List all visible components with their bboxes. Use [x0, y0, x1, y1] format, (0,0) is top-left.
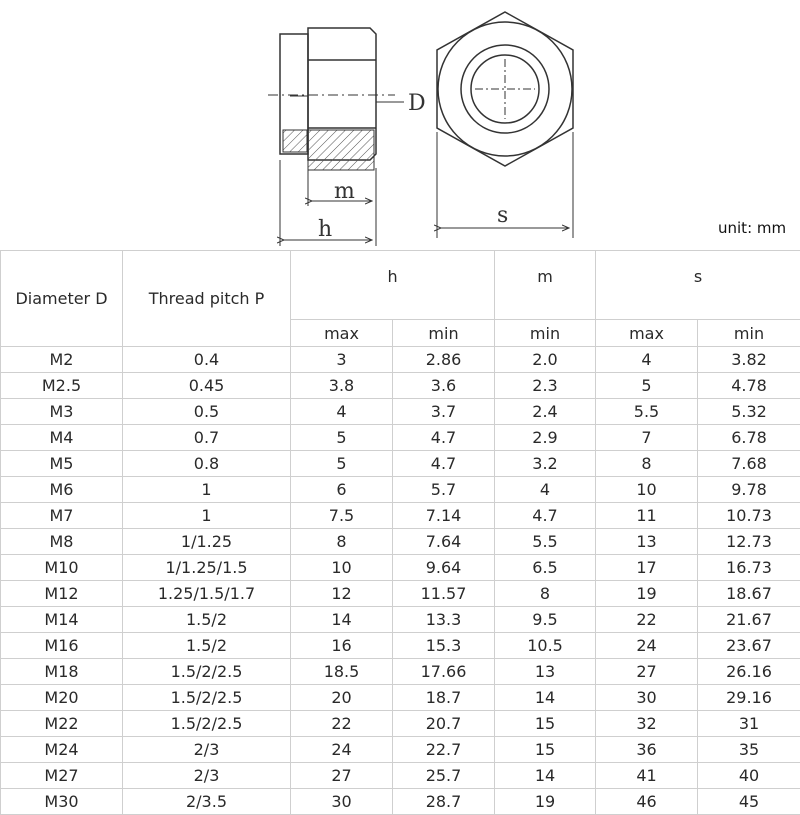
- header-m: m: [495, 251, 596, 320]
- cell-s-max: 7: [596, 425, 698, 451]
- cell-h-max: 10: [291, 555, 393, 581]
- cell-pitch: 2/3.5: [123, 789, 291, 815]
- cell-h-min: 17.66: [393, 659, 495, 685]
- table-row: [1, 425, 800, 451]
- cell-h-min: 7.14: [393, 503, 495, 529]
- cell-s-max: 36: [596, 737, 698, 763]
- table-row: [1, 555, 800, 581]
- cell-h-max: 27: [291, 763, 393, 789]
- cell-diameter: M16: [1, 633, 123, 659]
- cell-s-min: 10.73: [698, 503, 800, 529]
- dimension-label-m: m: [334, 179, 355, 204]
- table-row: [1, 529, 800, 555]
- cell-m-min: 2.9: [495, 425, 596, 451]
- cell-s-max: 4: [596, 347, 698, 373]
- cell-s-max: 46: [596, 789, 698, 815]
- cell-pitch: 1: [123, 477, 291, 503]
- cell-diameter: M12: [1, 581, 123, 607]
- cell-h-max: 7.5: [291, 503, 393, 529]
- cell-h-min: 4.7: [393, 451, 495, 477]
- cell-s-max: 32: [596, 711, 698, 737]
- header-s-max: max: [596, 320, 698, 347]
- cell-m-min: 15: [495, 711, 596, 737]
- cell-h-max: 3.8: [291, 373, 393, 399]
- header-h: h: [291, 251, 495, 320]
- cell-pitch: 1.5/2/2.5: [123, 711, 291, 737]
- cell-s-max: 8: [596, 451, 698, 477]
- side-view: [268, 28, 404, 246]
- cell-diameter: M20: [1, 685, 123, 711]
- cell-diameter: M14: [1, 607, 123, 633]
- cell-s-max: 19: [596, 581, 698, 607]
- cell-pitch: 1.5/2/2.5: [123, 685, 291, 711]
- cell-s-min: 3.82: [698, 347, 800, 373]
- header-m-min: min: [495, 320, 596, 347]
- cell-diameter: M7: [1, 503, 123, 529]
- header-s: s: [596, 251, 800, 320]
- table-row: [1, 581, 800, 607]
- cell-h-max: 18.5: [291, 659, 393, 685]
- cell-m-min: 3.2: [495, 451, 596, 477]
- table-row: [1, 633, 800, 659]
- cell-pitch: 0.5: [123, 399, 291, 425]
- cell-s-max: 10: [596, 477, 698, 503]
- table-row: [1, 711, 800, 737]
- cell-diameter: M2.5: [1, 373, 123, 399]
- cell-s-min: 18.67: [698, 581, 800, 607]
- table-row: [1, 685, 800, 711]
- cell-m-min: 2.4: [495, 399, 596, 425]
- cell-h-min: 3.7: [393, 399, 495, 425]
- cell-diameter: M24: [1, 737, 123, 763]
- table-row: [1, 737, 800, 763]
- nylon-lock-nut-drawing: [0, 0, 800, 248]
- cell-pitch: 0.7: [123, 425, 291, 451]
- cell-h-min: 25.7: [393, 763, 495, 789]
- cell-h-min: 15.3: [393, 633, 495, 659]
- cell-m-min: 10.5: [495, 633, 596, 659]
- cell-s-min: 7.68: [698, 451, 800, 477]
- cell-h-min: 28.7: [393, 789, 495, 815]
- cell-pitch: 1/1.25/1.5: [123, 555, 291, 581]
- cell-h-max: 3: [291, 347, 393, 373]
- header-thread-pitch: Thread pitch P: [123, 251, 291, 347]
- cell-diameter: M3: [1, 399, 123, 425]
- cell-m-min: 19: [495, 789, 596, 815]
- cell-h-min: 3.6: [393, 373, 495, 399]
- cell-s-max: 11: [596, 503, 698, 529]
- cell-pitch: 1: [123, 503, 291, 529]
- cell-h-min: 9.64: [393, 555, 495, 581]
- cell-diameter: M30: [1, 789, 123, 815]
- nut-dimension-table: [0, 250, 800, 815]
- cell-h-max: 14: [291, 607, 393, 633]
- cell-s-max: 41: [596, 763, 698, 789]
- cell-h-max: 22: [291, 711, 393, 737]
- cell-pitch: 0.4: [123, 347, 291, 373]
- dimension-label-h: h: [318, 217, 332, 242]
- cell-s-min: 23.67: [698, 633, 800, 659]
- cell-s-min: 40: [698, 763, 800, 789]
- dimension-label-s: s: [497, 203, 508, 228]
- cell-s-min: 26.16: [698, 659, 800, 685]
- table-row: [1, 451, 800, 477]
- cell-h-max: 5: [291, 451, 393, 477]
- cell-m-min: 5.5: [495, 529, 596, 555]
- cell-m-min: 2.3: [495, 373, 596, 399]
- cell-s-min: 31: [698, 711, 800, 737]
- table-row: [1, 659, 800, 685]
- cell-s-max: 17: [596, 555, 698, 581]
- cell-h-min: 20.7: [393, 711, 495, 737]
- cell-diameter: M2: [1, 347, 123, 373]
- header-diameter: Diameter D: [1, 251, 123, 347]
- table-row: [1, 477, 800, 503]
- cell-h-min: 13.3: [393, 607, 495, 633]
- cell-h-max: 6: [291, 477, 393, 503]
- cell-h-max: 30: [291, 789, 393, 815]
- cell-s-max: 22: [596, 607, 698, 633]
- cell-h-min: 18.7: [393, 685, 495, 711]
- cell-h-min: 22.7: [393, 737, 495, 763]
- cell-diameter: M8: [1, 529, 123, 555]
- cell-diameter: M18: [1, 659, 123, 685]
- cell-h-min: 5.7: [393, 477, 495, 503]
- table-row: [1, 347, 800, 373]
- cell-s-max: 24: [596, 633, 698, 659]
- header-h-max: max: [291, 320, 393, 347]
- cell-diameter: M22: [1, 711, 123, 737]
- cell-h-max: 5: [291, 425, 393, 451]
- cell-m-min: 8: [495, 581, 596, 607]
- cell-s-min: 35: [698, 737, 800, 763]
- table-row: [1, 399, 800, 425]
- cell-s-min: 29.16: [698, 685, 800, 711]
- cell-s-min: 21.67: [698, 607, 800, 633]
- cell-s-min: 9.78: [698, 477, 800, 503]
- cell-s-max: 5.5: [596, 399, 698, 425]
- cell-s-min: 5.32: [698, 399, 800, 425]
- cell-m-min: 4.7: [495, 503, 596, 529]
- cell-diameter: M4: [1, 425, 123, 451]
- table-row: [1, 607, 800, 633]
- cell-h-max: 8: [291, 529, 393, 555]
- header-s-min: min: [698, 320, 800, 347]
- cell-h-max: 20: [291, 685, 393, 711]
- cell-h-max: 24: [291, 737, 393, 763]
- cell-pitch: 0.8: [123, 451, 291, 477]
- cell-m-min: 6.5: [495, 555, 596, 581]
- table-row: [1, 789, 800, 815]
- cell-s-min: 16.73: [698, 555, 800, 581]
- cell-m-min: 2.0: [495, 347, 596, 373]
- cell-m-min: 4: [495, 477, 596, 503]
- cell-s-max: 30: [596, 685, 698, 711]
- cell-s-max: 5: [596, 373, 698, 399]
- cell-h-max: 16: [291, 633, 393, 659]
- cell-pitch: 2/3: [123, 737, 291, 763]
- table-row: [1, 373, 800, 399]
- table-row: [1, 503, 800, 529]
- cell-m-min: 14: [495, 763, 596, 789]
- unit-label: unit: mm: [718, 219, 786, 237]
- cell-pitch: 1.5/2/2.5: [123, 659, 291, 685]
- cell-h-min: 4.7: [393, 425, 495, 451]
- cell-h-min: 11.57: [393, 581, 495, 607]
- cell-s-min: 6.78: [698, 425, 800, 451]
- cell-m-min: 14: [495, 685, 596, 711]
- cell-h-min: 2.86: [393, 347, 495, 373]
- header-h-min: min: [393, 320, 495, 347]
- cell-pitch: 2/3: [123, 763, 291, 789]
- cell-diameter: M10: [1, 555, 123, 581]
- dimension-label-d: D: [408, 91, 426, 116]
- cell-m-min: 15: [495, 737, 596, 763]
- cell-diameter: M5: [1, 451, 123, 477]
- cell-pitch: 1.5/2: [123, 633, 291, 659]
- cell-s-min: 12.73: [698, 529, 800, 555]
- table-row: [1, 763, 800, 789]
- cell-s-max: 27: [596, 659, 698, 685]
- cell-pitch: 1/1.25: [123, 529, 291, 555]
- cell-diameter: M6: [1, 477, 123, 503]
- cell-h-min: 7.64: [393, 529, 495, 555]
- cell-s-min: 45: [698, 789, 800, 815]
- cell-m-min: 9.5: [495, 607, 596, 633]
- cell-s-max: 13: [596, 529, 698, 555]
- cell-h-max: 12: [291, 581, 393, 607]
- cell-pitch: 0.45: [123, 373, 291, 399]
- cell-pitch: 1.5/2: [123, 607, 291, 633]
- cell-m-min: 13: [495, 659, 596, 685]
- cell-h-max: 4: [291, 399, 393, 425]
- cell-pitch: 1.25/1.5/1.7: [123, 581, 291, 607]
- cell-s-min: 4.78: [698, 373, 800, 399]
- cell-diameter: M27: [1, 763, 123, 789]
